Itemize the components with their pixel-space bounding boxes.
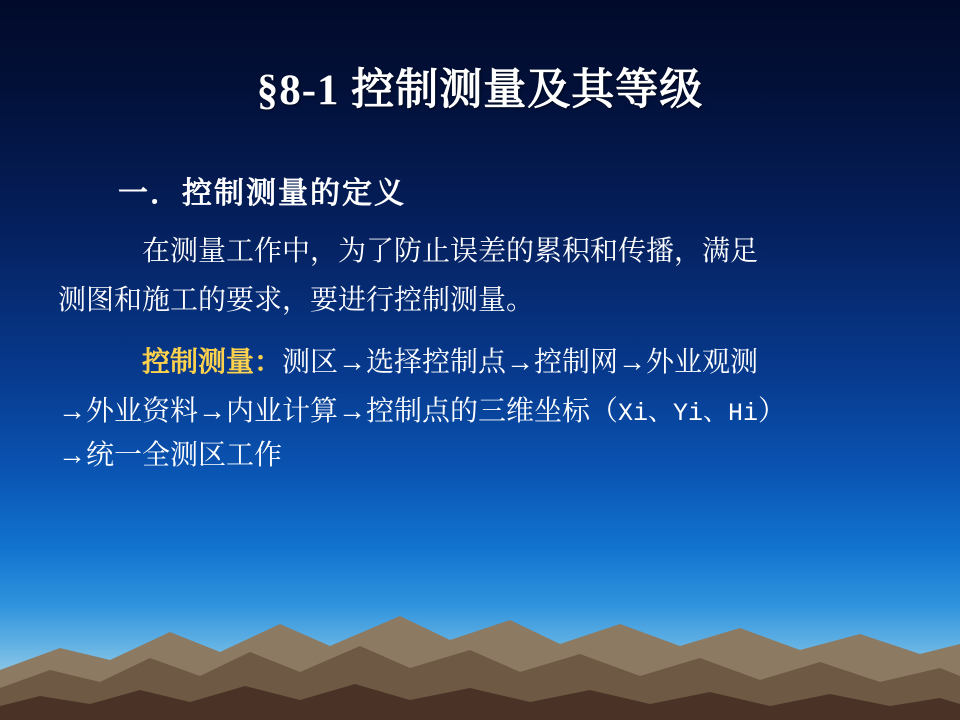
process-flow-line1 [58, 341, 938, 384]
definition-paragraph-line1: 在测量工作中，为了防止误差的累积和传播，满足 [142, 236, 759, 267]
coordinate-symbols: Xi、Yi、Hi [618, 399, 759, 429]
section-heading: 一．控制测量的定义 [118, 177, 406, 210]
mountain-silhouette-graphic [0, 520, 960, 720]
process-flow-text2a: →外业资料→内业计算→控制点的三维坐标（ [58, 396, 619, 428]
definition-paragraph-line2: 测图和施工的要求，要进行控制测量。 [58, 285, 535, 317]
slide-body [58, 168, 938, 477]
process-flow-text1: 测区→选择控制点→控制网→外业观测 [282, 346, 759, 378]
definition-label: 控制测量： [142, 346, 283, 378]
process-flow-text2b: ） [758, 396, 787, 428]
process-flow-line2 [58, 390, 938, 434]
page-title: §8-1 控制测量及其等级 [256, 67, 704, 114]
process-flow-line3: →统一全测区工作 [58, 439, 283, 471]
